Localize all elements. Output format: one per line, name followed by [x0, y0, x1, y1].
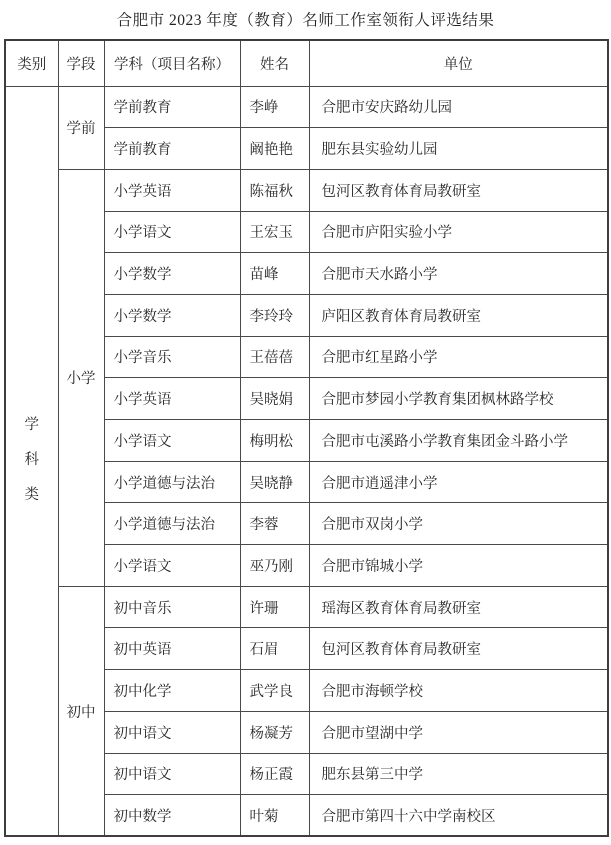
- unit-cell: 合肥市望湖中学: [309, 711, 608, 753]
- subject-cell: 初中音乐: [104, 586, 240, 628]
- name-cell: 梅明松: [240, 420, 309, 462]
- name-cell: 李峥: [240, 86, 309, 128]
- name-cell: 吴晓静: [240, 461, 309, 503]
- name-cell: 杨凝芳: [240, 711, 309, 753]
- name-cell: 杨正霞: [240, 753, 309, 795]
- subject-cell: 小学语文: [104, 420, 240, 462]
- unit-cell: 合肥市天水路小学: [309, 253, 608, 295]
- stage-cell-junior: 初中: [58, 586, 104, 836]
- unit-cell: 肥东县实验幼儿园: [309, 128, 608, 170]
- unit-cell: 肥东县第三中学: [309, 753, 608, 795]
- results-table: [4, 39, 609, 837]
- name-cell: 李玲玲: [240, 294, 309, 336]
- name-cell: 巫乃刚: [240, 545, 309, 587]
- subject-cell: 小学英语: [104, 169, 240, 211]
- page-title: 合肥市 2023 年度（教育）名师工作室领衔人评选结果: [116, 12, 495, 29]
- category-cell: [5, 86, 58, 836]
- unit-cell: 合肥市逍遥津小学: [309, 461, 608, 503]
- unit-cell: 合肥市梦园小学教育集团枫林路学校: [309, 378, 608, 420]
- subject-cell: 小学数学: [104, 294, 240, 336]
- unit-cell: 合肥市屯溪路小学教育集团金斗路小学: [309, 420, 608, 462]
- unit-cell: 合肥市安庆路幼儿园: [309, 86, 608, 128]
- unit-cell: 合肥市双岗小学: [309, 503, 608, 545]
- header-unit: 单位: [309, 40, 608, 86]
- name-cell: 阚艳艳: [240, 128, 309, 170]
- table-row: [5, 86, 608, 128]
- header-category: 类别: [5, 40, 58, 86]
- subject-cell: 小学道德与法治: [104, 461, 240, 503]
- name-cell: 叶菊: [240, 795, 309, 837]
- name-cell: 王宏玉: [240, 211, 309, 253]
- name-cell: 陈福秋: [240, 169, 309, 211]
- subject-cell: 小学道德与法治: [104, 503, 240, 545]
- stage-cell-primary: 小学: [58, 169, 104, 586]
- subject-cell: 初中英语: [104, 628, 240, 670]
- name-cell: 石眉: [240, 628, 309, 670]
- category-label: 学科类: [24, 417, 39, 504]
- subject-cell: 小学音乐: [104, 336, 240, 378]
- table-row: [5, 586, 608, 628]
- subject-cell: 初中语文: [104, 711, 240, 753]
- stage-cell-preschool: 学前: [58, 86, 104, 169]
- name-cell: 苗峰: [240, 253, 309, 295]
- unit-cell: 合肥市红星路小学: [309, 336, 608, 378]
- subject-cell: 小学语文: [104, 545, 240, 587]
- header-name: 姓名: [240, 40, 309, 86]
- unit-cell: 庐阳区教育体育局教研室: [309, 294, 608, 336]
- header-subject: 学科（项目名称）: [104, 40, 240, 86]
- table-header-row: [5, 40, 608, 86]
- unit-cell: 合肥市第四十六中学南校区: [309, 795, 608, 837]
- unit-cell: 合肥市海顿学校: [309, 670, 608, 712]
- name-cell: 许珊: [240, 586, 309, 628]
- name-cell: 吴晓娟: [240, 378, 309, 420]
- subject-cell: 初中语文: [104, 753, 240, 795]
- unit-cell: 合肥市锦城小学: [309, 545, 608, 587]
- subject-cell: 小学数学: [104, 253, 240, 295]
- unit-cell: 包河区教育体育局教研室: [309, 628, 608, 670]
- unit-cell: 瑶海区教育体育局教研室: [309, 586, 608, 628]
- unit-cell: 合肥市庐阳实验小学: [309, 211, 608, 253]
- header-stage: 学段: [58, 40, 104, 86]
- subject-cell: 小学语文: [104, 211, 240, 253]
- subject-cell: 小学英语: [104, 378, 240, 420]
- subject-cell: 学前教育: [104, 86, 240, 128]
- name-cell: 王蓓蓓: [240, 336, 309, 378]
- name-cell: 武学良: [240, 670, 309, 712]
- table-row: [5, 169, 608, 211]
- subject-cell: 初中化学: [104, 670, 240, 712]
- unit-cell: 包河区教育体育局教研室: [309, 169, 608, 211]
- name-cell: 李蓉: [240, 503, 309, 545]
- subject-cell: 学前教育: [104, 128, 240, 170]
- subject-cell: 初中数学: [104, 795, 240, 837]
